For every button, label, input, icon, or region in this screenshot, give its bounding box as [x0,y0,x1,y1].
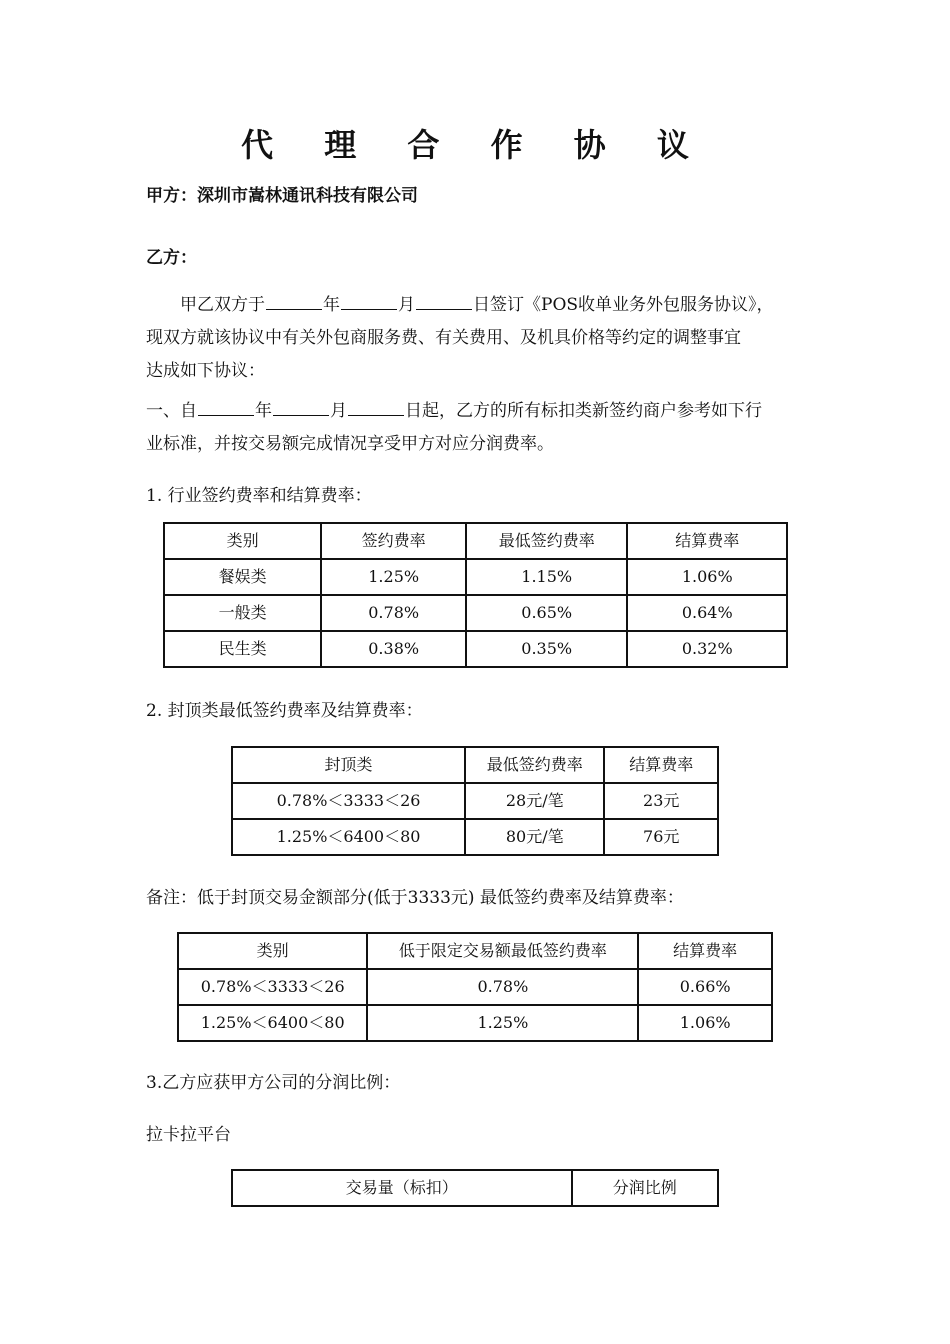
table-header-cell: 结算费率 [627,523,787,559]
clause-year-label: 年 [255,401,272,421]
table-header-cell: 最低签约费率 [465,747,604,783]
clause-year-blank [198,399,254,416]
table-cell: 1.06% [638,1005,772,1041]
table-cell: 0.64% [627,595,787,631]
table-cell: 0.78%＜3333＜26 [232,783,465,819]
table-header-cell: 类别 [178,933,367,969]
party-a: 甲方：深圳市嵩林通讯科技有限公司 [146,186,418,206]
table-cell: 一般类 [164,595,321,631]
table-header-cell: 封顶类 [232,747,465,783]
intro-year-label: 年 [323,295,340,315]
platform-label: 拉卡拉平台 [146,1125,231,1145]
table-header-cell: 签约费率 [321,523,466,559]
table-row [178,969,772,1005]
clause-1-paragraph [146,395,812,461]
intro-text-2: 日签订《POS收单业务外包服务协议》， [473,295,774,315]
section-3-title: 3.乙方应获甲方公司的分润比例： [146,1073,401,1093]
intro-month-label: 月 [398,295,415,315]
table-cell: 80元/笔 [465,819,604,855]
table-header-row [178,933,772,969]
table-cell: 0.66% [638,969,772,1005]
table-cell: 23元 [604,783,718,819]
table-row [232,783,718,819]
clause-day-blank [348,399,404,416]
clause-1-text-1: 一、自 [146,401,197,421]
table-header-cell: 分润比例 [572,1170,718,1206]
clause-1-line-1 [146,395,812,428]
table-row [164,595,787,631]
table-cell: 0.35% [466,631,628,667]
intro-paragraph [146,289,812,388]
table-cell: 1.06% [627,559,787,595]
year-blank [266,293,322,310]
intro-line-3: 达成如下协议： [146,361,265,381]
clause-1-line-2: 业标准，并按交易额完成情况享受甲方对应分润费率。 [146,434,554,454]
intro-text-1: 甲乙双方于 [180,295,265,315]
table-cell: 0.38% [321,631,466,667]
table-header-row [232,1170,718,1206]
capped-rate-table [231,746,719,856]
table-header-cell: 低于限定交易额最低签约费率 [367,933,638,969]
table-cell: 0.65% [466,595,628,631]
clause-month-label: 月 [330,401,347,421]
profit-share-table [231,1169,719,1207]
table-cell: 0.78% [367,969,638,1005]
table-cell: 76元 [604,819,718,855]
below-cap-rate-table [177,932,773,1042]
table-header-cell: 最低签约费率 [466,523,628,559]
table-row [164,631,787,667]
table-cell: 1.25% [367,1005,638,1041]
table-cell: 民生类 [164,631,321,667]
industry-rate-table [163,522,788,668]
table-header-row [164,523,787,559]
table-header-cell: 交易量（标扣） [232,1170,572,1206]
table-row [164,559,787,595]
document-title: 代 理 合 作 协 议 [241,126,709,164]
table-row [232,819,718,855]
table-cell: 1.15% [466,559,628,595]
table-cell: 0.78%＜3333＜26 [178,969,367,1005]
party-b: 乙方： [146,248,197,268]
table-cell: 0.32% [627,631,787,667]
note-text: 备注：低于封顶交易金额部分(低于3333元) 最低签约费率及结算费率： [146,888,684,908]
table-cell: 0.78% [321,595,466,631]
table-row [178,1005,772,1041]
section-1-title: 1. 行业签约费率和结算费率： [146,486,372,506]
table-cell: 28元/笔 [465,783,604,819]
table-cell: 餐娱类 [164,559,321,595]
day-blank [416,293,472,310]
clause-month-blank [273,399,329,416]
table-header-cell: 类别 [164,523,321,559]
table-header-row [232,747,718,783]
table-cell: 1.25% [321,559,466,595]
table-header-cell: 结算费率 [638,933,772,969]
table-header-cell: 结算费率 [604,747,718,783]
intro-line-1 [146,289,812,322]
table-cell: 1.25%＜6400＜80 [232,819,465,855]
intro-line-2: 现双方就该协议中有关外包商服务费、有关费用、及机具价格等约定的调整事宜 [146,328,741,348]
month-blank [341,293,397,310]
table-cell: 1.25%＜6400＜80 [178,1005,367,1041]
clause-1-text-2: 日起，乙方的所有标扣类新签约商户参考如下行 [405,401,762,421]
section-2-title: 2. 封顶类最低签约费率及结算费率： [146,701,423,721]
